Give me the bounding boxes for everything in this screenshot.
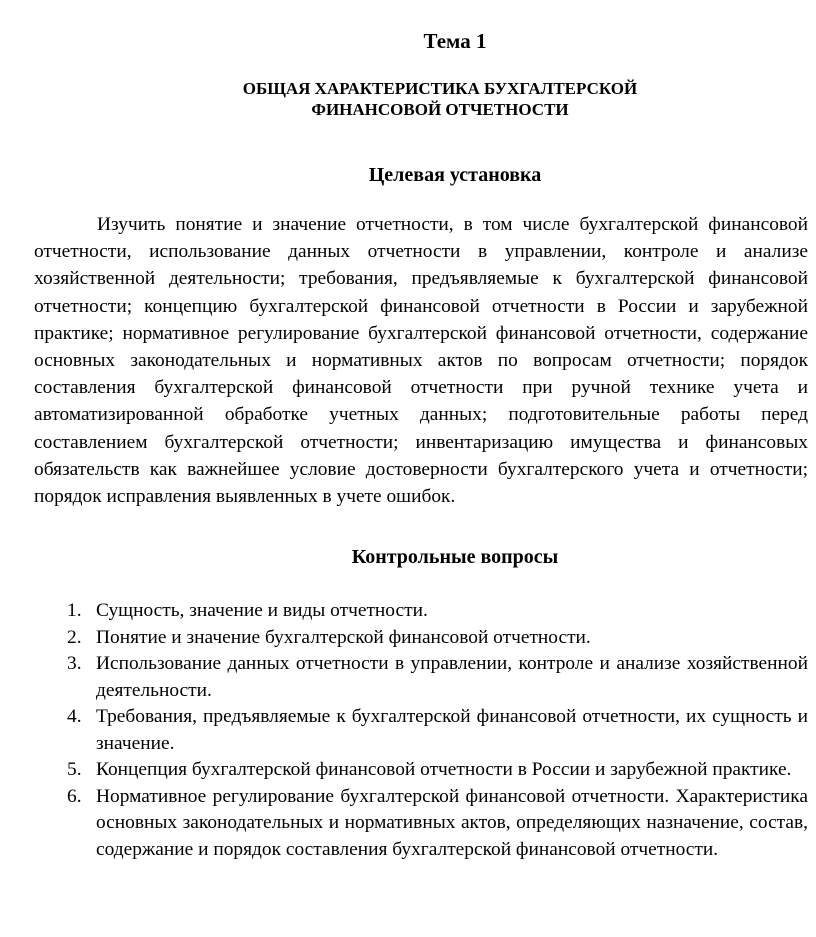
- question-text: Концепция бухгалтерской финансовой отчетности в России и зарубежной практике.: [96, 759, 792, 781]
- questions-heading: Контрольные вопросы: [351, 546, 559, 569]
- question-number: 2.: [67, 626, 82, 648]
- question-number: 1.: [67, 600, 82, 622]
- goal-heading: Целевая установка: [368, 164, 542, 186]
- question-text: Использование данных отчетности в управлении, контроле и анализе хозяйственной деятельности.: [96, 653, 808, 701]
- question-item: [34, 651, 808, 704]
- question-number: 4.: [67, 706, 82, 728]
- question-item: [34, 757, 808, 784]
- question-text: Нормативное регулирование бухгалтерской финансовой отчетности. Характеристика основных законодательных и нормативных актов, определяющих назначение, состав, содержание и порядок составления бухгалтерской финансовой отчетности.: [96, 785, 808, 860]
- question-item: [34, 625, 808, 652]
- document-title: [34, 78, 808, 120]
- question-item: [34, 598, 808, 625]
- question-item: [34, 704, 808, 757]
- question-number: 3.: [67, 653, 82, 675]
- questions-list: [34, 598, 808, 863]
- topic-label: Тема 1: [423, 29, 487, 53]
- title-line-2: ФИНАНСОВОЙ ОТЧЕТНОСТИ: [311, 100, 569, 119]
- question-number: 6.: [67, 785, 82, 807]
- question-text: Понятие и значение бухгалтерской финансовой отчетности.: [96, 626, 591, 648]
- title-line-1: ОБЩАЯ ХАРАКТЕРИСТИКА БУХГАЛТЕРСКОЙ: [242, 79, 638, 98]
- question-item: [34, 784, 808, 864]
- document-page: [34, 28, 808, 863]
- goal-paragraph: Изучить понятие и значение отчетности, в том числе бухгалтерской финансовой отчетности, использование данных отчетности в управлении, контроле и анализе хозяйственной деятельности; требования, предъявляемые к бухгалтерской финансовой отчетности; концепцию бухгалтерской финансовой отчетности в России и зарубежной практике; нормативное регулирование бухгалтерской финансовой отчетности, содержание основных законодательных и нормативных актов по вопросам отчетности; порядок составления бухгалтерской финансовой отчетности при ручной технике учета и автоматизированной обработке учетных данных; подготовительные работы перед составлением бухгалтерской отчетности; инвентаризацию имущества и финансовых обязательств как важнейшее условие достоверности бухгалтерского учета и отчетности; порядок исправления выявленных в учете ошибок.: [34, 214, 808, 508]
- question-text: Требования, предъявляемые к бухгалтерской финансовой отчетности, их сущность и значение.: [96, 706, 808, 754]
- question-text: Сущность, значение и виды отчетности.: [96, 600, 428, 622]
- question-number: 5.: [67, 759, 82, 781]
